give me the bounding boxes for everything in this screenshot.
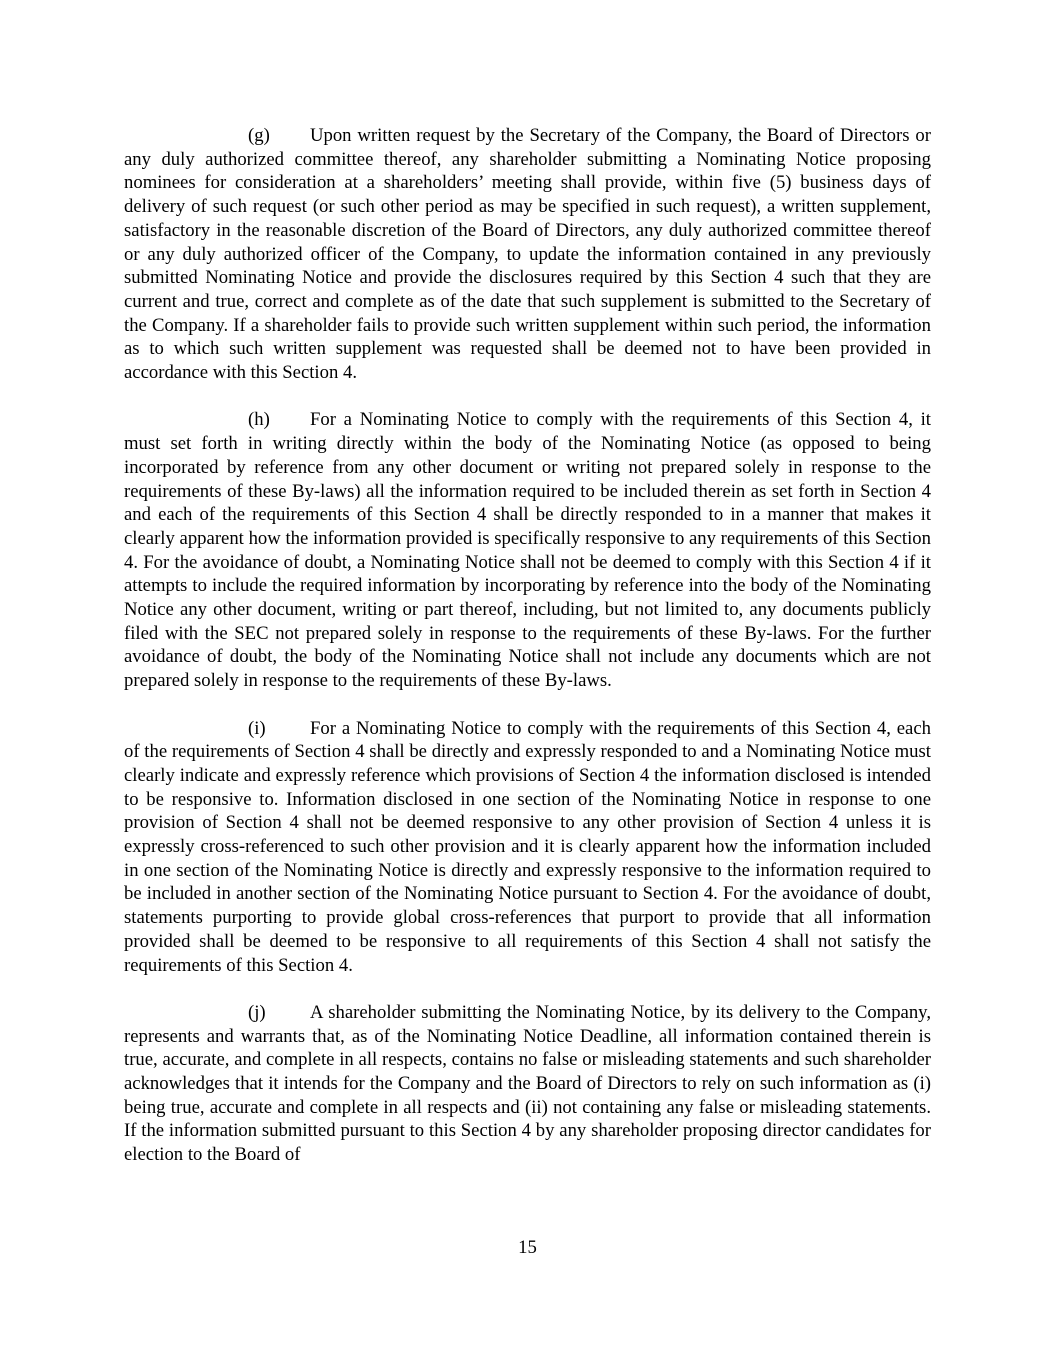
paragraph-g <box>124 124 931 385</box>
paragraph-text: Upon written request by the Secretary of the Company, the Board of Directors or any duly authorized committee thereof, any shareholder submitting a Nominating Notice proposing nominees for consideration at a shareholders’ meeting shall provide, within five (5) business days of delivery of such request (or such other period as may be specified in such request), a written supplement, satisfactory in the reasonable discretion of the Board of Directors, any duly authorized committee thereof or any duly authorized officer of the Company, to update the information contained in any previously submitted Nominating Notice and provide the disclosures required by this Section 4 such that they are current and true, correct and complete as of the date that such supplement is submitted to the Secretary of the Company. If a shareholder fails to provide such written supplement within such period, the information as to which such written supplement was requested shall be deemed not to have been provided in accordance with this Section 4. <box>124 125 931 384</box>
paragraph-label: (i) <box>248 717 266 739</box>
page-number: 15 <box>518 1237 537 1258</box>
paragraph-label: (g) <box>248 125 270 146</box>
paragraph-text: For a Nominating Notice to comply with the requirements of this Section 4, it must set forth in writing directly within the body of the Nominating Notice (as opposed to being incorporated by reference from any other document or writing not prepared solely in response to the requirements of these By-laws) all the information required to be included therein as set forth in Section 4 and each of the requirements of this Section 4 shall be directly responded to in a manner that makes it clearly apparent how the information provided is specifically responsive to any requirements of this Section 4. For the avoidance of doubt, a Nominating Notice shall not be deemed to comply with this Section 4 if it attempts to include the required information by incorporating by reference into the body of the Nominating Notice any other document, writing or part thereof, including, but not limited to, any documents publicly filed with the SEC not prepared solely in response to the requirements of these By-laws. For the further avoidance of doubt, the body of the Nominating Notice shall not include any documents which are not prepared solely in response to the requirements of these By-laws. <box>124 409 931 692</box>
paragraph-h <box>124 408 931 692</box>
paragraph-i <box>124 717 931 978</box>
document-body <box>124 124 931 1191</box>
paragraph-label: (j) <box>248 1001 266 1023</box>
paragraph-label: (h) <box>248 409 270 431</box>
paragraph-j <box>124 1001 931 1167</box>
paragraph-text: A shareholder submitting the Nominating Notice, by its delivery to the Company, represents and warrants that, as of the Nominating Notice Deadline, all information contained therein is true, accurate, and complete in all respects, contains no false or misleading statements and such shareholder acknowledges that it intends for the Company and the Board of Directors to rely on such information as (i) being true, accurate and complete in all respects and (ii) not containing any false or misleading statements. If the information submitted pursuant to this Section 4 by any shareholder proposing director candidates for election to the Board of <box>124 1001 931 1166</box>
paragraph-text: For a Nominating Notice to comply with the requirements of this Section 4, each of the requirements of Section 4 shall be directly and expressly responded to and a Nominating Notice must clearly indicate and expressly reference which provisions of Section 4 the information disclosed is intended to be responsive to. Information disclosed in one section of the Nominating Notice in response to one provision of Section 4 shall not be deemed responsive to any other provision of Section 4 unless it is expressly cross-referenced to such other provision and it is clearly apparent how the information included in one section of the Nominating Notice is directly and expressly responsive to the information required to be included in another section of the Nominating Notice pursuant to Section 4. For the avoidance of doubt, statements purporting to provide global cross-references that purport to provide that all information provided shall be deemed to be responsive to all requirements of this Section 4 shall not satisfy the requirements of this Section 4. <box>124 717 931 976</box>
